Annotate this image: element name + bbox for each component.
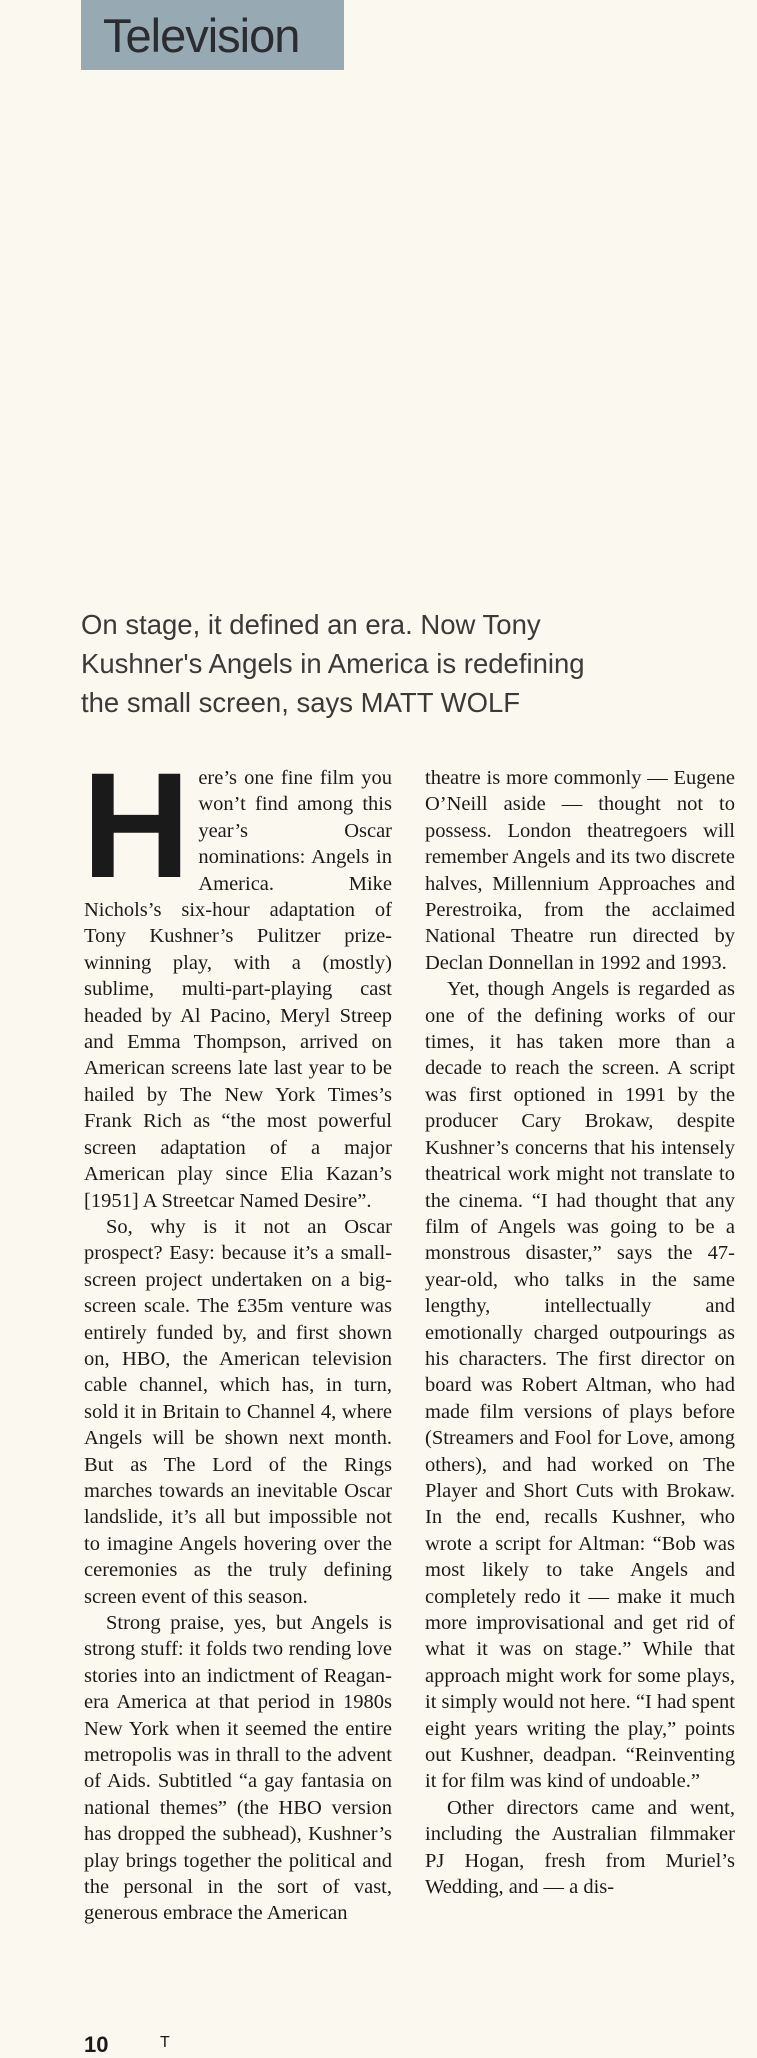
article-paragraph: Strong praise, yes, but Angels is strong stuff: it folds two rending love stories into an indictment of Reagan-era America at that period in 1980s New York when it seemed the entire metropolis was in thrall to the advent of Aids. Subtitled “a gay fantasia on national themes” (the HBO version has dropped the subhead), Kushner’s play brings together the political and the personal in the sort of vast, generous embrace the American bbox=[84, 1612, 392, 1925]
page-number: 10 bbox=[84, 2032, 109, 2057]
paragraph-text: ere’s one fine film you won’t find among this year’s Oscar nominations: Angels in America. Mike Nichols’s six-hour adaptation of Tony Kushner’s Pulitzer prize-winning play, with a (mostly) sublime, multi-part-playing cast headed by Al Pacino, Meryl Streep and Emma Thompson, arrived on American screens late last year to be hailed by The New York Times’s Frank Rich as “the most powerful screen adaptation of a major American play since Elia Kazan’s [1951] A Streetcar Named Desire”. bbox=[84, 767, 392, 1212]
article-paragraph: theatre is more commonly — Eugene O’Neill aside — thought not to possess. London theatregoers will remember Angels and its two discrete halves, Millennium Approaches and Perestroika, from the acclaimed National Theatre run directed by Declan Donnellan in 1992 and 1993. bbox=[425, 767, 735, 974]
article-paragraph bbox=[82, 741, 392, 1214]
article-paragraph: So, why is it not an Oscar prospect? Easy: because it’s a small-screen project undertaken on a big-screen scale. The £35m venture was entirely funded by, and first shown on, HBO, the American television cable channel, which has, in turn, sold it in Britain to Channel 4, where Angels will be shown next month. But as The Lord of the Rings marches towards an inevitable Oscar landslide, it’s all but impossible not to imagine Angels hovering over the ceremonies as the truly defining screen event of this season. bbox=[84, 1215, 392, 1608]
section-tab bbox=[81, 0, 344, 70]
article-paragraph: Yet, though Angels is regarded as one of the defining works of our times, it has taken more than a decade to reach the screen. A script was first optioned in 1991 by the producer Cary Brokaw, despite Kushner’s concerns that his intensely theatrical work might not translate to the cinema. “I had thought that any film of Angels was going to be a monstrous disaster,” says the 47-year-old, who talks in the same lengthy, intellectually and emotionally charged outpourings as his characters. The first director on board was Robert Altman, who had made film versions of plays before (Streamers and Fool for Love, among others), and had worked on The Player and Short Cuts with Brokaw. In the end, recalls Kushner, who wrote a script for Altman: “Bob was most likely to take Angels and completely redo it — make it much more improvisational and get rid of what it was on stage.” While that approach might work for some plays, it simply would not here. “I had spent eight years writing the play,” points out Kushner, deadpan. “Reinventing it for film was kind of undoable.” bbox=[425, 978, 735, 1793]
article-column-right bbox=[425, 765, 735, 1900]
drop-cap: H bbox=[82, 741, 191, 909]
standfirst-line: the small screen, says MATT WOLF bbox=[81, 687, 521, 718]
standfirst bbox=[81, 605, 681, 722]
standfirst-line: Kushner's Angels in America is redefining bbox=[81, 648, 585, 679]
section-title: Television bbox=[103, 9, 300, 62]
article-paragraph: Other directors came and went, including the Australian filmmaker PJ Hogan, fresh from Muriel’s Wedding, and — a dis- bbox=[425, 1796, 735, 1899]
folio-mark: T bbox=[160, 2034, 170, 2051]
standfirst-line: On stage, it defined an era. Now Tony bbox=[81, 609, 541, 640]
article-column-left bbox=[82, 741, 392, 1927]
